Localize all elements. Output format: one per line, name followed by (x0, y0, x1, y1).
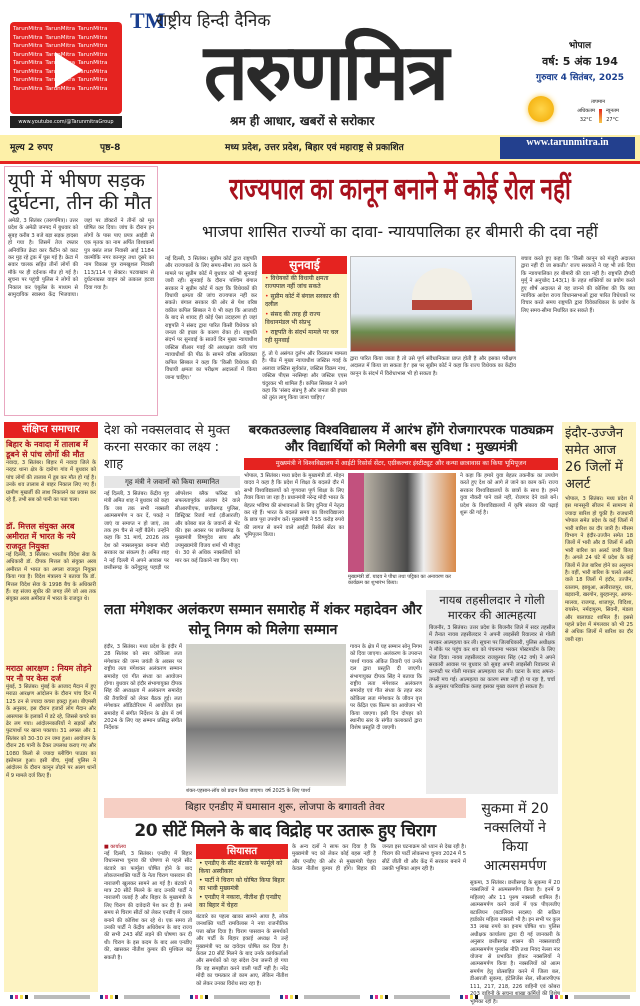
lead-headline: राज्यपाल का कानून बनाने में कोई रोल नहीं (229, 173, 571, 206)
brief-headline: मराठा आरक्षण : नियम तोड़ने पर नौ पर केस दर्ज (6, 664, 92, 683)
briefs-title: संक्षिप्त समाचार (4, 422, 98, 438)
politics-point: • एनडीए ने नकारा, नीतीश ही एनडीए का बिहार में चेहरा (199, 894, 281, 909)
bhoomipoojan-photo (348, 473, 456, 572)
issue-date: गुरुवार 4 सितंबर, 2025 (536, 73, 624, 83)
lata-story (104, 600, 422, 794)
bihar-story (104, 798, 466, 992)
hearing-point: • विधेयकों की विधायी क्षमता राज्यपाल नहीं जांच सकते (262, 274, 347, 292)
shah-story (104, 422, 240, 596)
lead-body-1: नई दिल्ली, 3 सितंबर। सुप्रीम कोर्ट द्वारा राष्ट्रपति और राज्यपालों के लिए समय-सीमा तय करने के मामले पर सुप्रीम कोर्ट में बुधवार को भी सुनवाई जारी रही। सुनवाई के दौरान पश्चिम बंगाल सरकार ने सुप्रीम कोर्ट में कहा कि विधेयकों की विधायी क्षमता की जांच राज्यपाल नहीं कर सकते। बंगाल सरकार की ओर से पेश वरिष्ठ वकील कपिल सिब्बल ने ये भी कहा कि आजादी के बाद से शायद ही कोई ऐसा उदाहरण हो जहां राष्ट्रपति ने संसद द्वारा पारित किसी विधेयक को जनता की इच्छा के कारण रोका हो। राष्ट्रपति संदर्भ पर सुनवाई के सातवें दिन मुख्य न्यायाधीश जस्टिस बीआर गवई की अध्यक्षता वाली पांच न्यायाधीशों की पीठ के सामने वरिष्ठ अधिवक्ता कपिल सिब्बल ने कहा कि 'किसी विधेयक की विधायी क्षमता का परीक्षण अदालतों में किया जाना चाहिए।' (165, 256, 257, 381)
temperature-widget (562, 98, 634, 125)
shah-headline: देश को नक्सलवाद से मुक्त करना सरकार का लक्ष्य : शाह (104, 423, 230, 472)
indore-alert-story (562, 422, 636, 992)
barkatullah-strap: मुख्यमंत्री ने विश्वविद्यालय में आईटी रिसोर्स सेंटर, एग्रीकल्चर इंस्टीट्यूट और कन्या छात्रावास का किया भूमिपूजन (244, 458, 558, 470)
barkatullah-body-2: ने कहा कि हमारे युवा बेहतर तकनीक का उपयोग करते हुए देश को आगे ले जाने का काम करें। राज्य सरकार विश्वविद्यालयों के छात्रों के साथ है। हमने युवा नौकरी पाने वाले नहीं, रोजगार देने वाले बनें। प्रदेश के विश्वविद्यालयों में कृषि संकाय की पढ़ाई शुरू की गई है। (460, 473, 558, 517)
brief-body: नवादा, 3 सितंबर। बिहार में नवादा जिले के नरहट थाना क्षेत्र के दारोगा गांव में बुधवार को पांच लोगों की तालाब में डूब कर मौत हो गई है। उनके शव तालाब से बाहर निकाल लिए गए हैं। ग्रामीण मुखर्जी की लाश निकालने का प्रयास कर रहे हैं, तभी सब को पानी का पता चला। (6, 460, 96, 504)
tm-logo-icon: TM (130, 8, 166, 33)
info-strip (0, 135, 640, 161)
indore-headline: इंदौर-उज्जैन समेत आज 26 जिलों में अलर्ट (565, 426, 624, 492)
barkatullah-headline: बरकतउल्लाह विश्वविद्यालय में आरंभ होंगे रोजगारपरक पाठ्यक्रम और विद्यार्थियों को मिलेगी बस सुविधा : मुख्यमंत्री (248, 423, 554, 455)
issue-number: वर्ष: 5 अंक 194 (542, 55, 618, 68)
byline: ■ कार्यालय (104, 844, 126, 850)
byline-text: कार्यालय (110, 844, 126, 850)
masthead-kicker: राष्ट्रीय हिन्दी दैनिक (156, 11, 271, 31)
lead-body-4: बचाव करते हुए कहा कि 'किसी कानून को मंजूरी अदालत द्वारा नहीं दी जा सकती।' राज्य सरकारों ने यह भी तर्क दिया कि न्यायपालिका हर बीमारी की दवा नहीं है। राष्ट्रपति द्रौपदी मुर्मू ने अनुच्छेद 143(1) के तहत शक्तियों का प्रयोग करते हुए शीर्ष अदालत से यह जानने की कोशिश की कि क्या न्यायिक आदेश राज्य विधानसभाओं द्वारा पारित विधेयकों पर विचार करते समय राष्ट्रपति द्वारा विवेकाधिकार के प्रयोग के लिए समय-सीमा निर्धारित कर सकते हैं। (521, 256, 635, 314)
thermometer-icon (599, 109, 602, 123)
website-link[interactable]: www.tarunmitra.in (500, 137, 635, 159)
point-text: एनडीए ने नकारा, नीतीश ही एनडीए का बिहार में चेहरा (199, 894, 281, 909)
bihar-kicker: बिहार एनडीए में घमासान शुरू, लोजपा के बगावती तेवर (104, 798, 466, 818)
sukma-headline: सुकमा में 20 नक्सलियों ने किया आत्मसमर्पण (481, 801, 549, 874)
lead-subheadline: भाजपा शासित राज्यों का दावा- न्यायपालिका हर बीमारी की दवा नहीं (202, 222, 598, 241)
point-text: एनडीए के सीट बंटवारे के फार्मूले को किया अस्वीकार (199, 860, 283, 875)
bihar-body-1: नई दिल्ली, 3 सितंबर। एनडीए में बिहार विधानसभा चुनाव की घोषणा से पहले सीट बंटवारे का फार्मूला घोषित होने के बाद लोकजनशक्ति पार्टी के नेता चिराग पासवान की नाराजगी खुलकर सामने आ गई है। बंटवारे में मात्र 20 सीटें मिलने के बाद उनकी पार्टी ने नाराजगी जताई है और बिहार के मुख्यमंत्री के लिए चिराग की दावेदारी पेश कर दी है। लम्बे समय से चिराग सीटों को लेकर एनडीए में दबाव बनाने की कोशिश कर रहे थे। एक समय तो उनकी पार्टी ने केंद्रीय अधिवेशन के बाद राज्य की सभी 243 सीटें लड़ने की घोषणा कर दी थी। चिराग के इस कदम के बाद अब एनडीए की, खासकर नीतीश कुमार की मुश्किल बढ़ सकती है। (104, 851, 192, 961)
barkatullah-body-1: भोपाल, 3 सितंबर। मध्य प्रदेश के मुख्यमंत्री डॉ. मोहन यादव ने कहा है कि प्रदेश में शिक्षा के बदलते दौर में सभी विश्वविद्यालयों को गुणवत्ता पूर्ण शिक्षा के लिए तैयार किया जा रहा है। प्रधानमंत्री नरेन्द्र मोदी भारत के बेहतर भविष्य की संभावनाओं के लिए दुनिया में नेतृत्व कर रहे हैं। भारत के बदलते समय का विश्वविद्यालय के छात्र पूरा उपयोग करें। मुख्यमंत्री ने 55 करोड़ रुपये की लागत से बनने वाले आईटी रिसोर्स सेंटर का भूमिपूजन किया। (244, 473, 344, 539)
lata-content (104, 644, 422, 794)
nayab-body: बिजनौर, 3 सितंबर। उत्तर प्रदेश के बिजनौर जिले में सदर तहसील में तैनात नायब तहसीलदार ने अपनी लाइसेंसी रिवाल्वर से गोली मारकर आत्महत्या कर ली। सूचना पर जिलाधिकारी, पुलिस अधीक्षक ने मौके पर पहुंच कर शव को पंचनामा भरकर पोस्टमार्टम के लिए भेज दिया। नायब तहसीलदार राजकुमार सिंह (42 वर्ष) ने अपने सरकारी आवास पर बुधवार को सुबह अपनी लाइसेंसी रिवाल्वर से कनपटी पर गोली मारकर आत्महत्या कर ली। घटना के बाद अफरा-तफरी मच गई। आत्महत्या का कारण स्पष्ट नहीं हो पा रहा है, चर्चा के अनुसार पारिवारिक कलह इसका मुख्य कारण हो सकता है। (429, 625, 555, 691)
temp-max-label: अधिकतम (577, 108, 595, 114)
lata-body-1: इंदौर, 3 सितंबर। मध्य प्रदेश के इंदौर में 28 सितंबर को स्वर कोकिला लता मंगेशकर की जन्म जयंती के अवसर पर राष्ट्रीय लता मंगेशकर अलंकरण सम्मान समारोह एवं गीत संध्या का आयोजन होगा। बुधवार को इंदौर संभागायुक्त दीपक सिंह की अध्यक्षता में अलंकरण समारोह की तैयारियों को लेकर बैठक हुई। लता मंगेशकर ऑडिटोरियम में आयोजित इस समारोह में संगीत निर्देशन के क्षेत्र में वर्ष 2024 के लिए यह सम्मान प्रसिद्ध संगीत निर्देशक (104, 644, 182, 732)
divider (0, 161, 640, 164)
bihar-headline: 20 सीटें मिलने के बाद विद्रोह पर उतारू हुए चिराग (134, 821, 436, 841)
pages: पृष्ठ-8 (100, 143, 121, 153)
hearing-box (262, 256, 347, 348)
brief-headline: बिहार के नवादा में तालाब में डूबने से पांच लोगों की मौत (6, 440, 88, 459)
issue-info (525, 38, 635, 86)
bihar-content (104, 844, 466, 992)
politics-box (196, 844, 288, 912)
politics-box-title: सियासत (196, 844, 288, 859)
barkatullah-content (244, 473, 558, 586)
brief-body: नई दिल्ली, 3 सितंबर। भारतीय विदेश सेवा के अधिकारी डॉ. दीपक मित्तल को संयुक्त अरब अमीरात में भारत का अगला राजदूत नियुक्त किया गया है। विदेश मंत्रालय ने बताया कि डॉ. मित्तल विदेश सेवा के 1998 बैच के अधिकारी हैं। वह संजय सुधीर की जगह लेंगे जो अब तक संयुक्त अरब अमीरात में भारत के राजदूत थे। (6, 552, 96, 603)
hearing-point: • सुप्रीम कोर्ट में बंगाल सरकार की दलील (262, 292, 347, 310)
lata-body-2: गायन के क्षेत्र में यह सम्मान सोनू निगम को दिया जाएगा। अलंकरण के उपरान्त पार्श्व गायक अंकित तिवारी एवं उनके दल द्वारा प्रस्तुति दी जाएगी। संभागायुक्त दीपक सिंह ने बताया कि राष्ट्रीय लता मंगेशकर अलंकरण समारोह एवं गीत संध्या के तहत स्वर कोकिला लता मंगेशकर के जीवन वृत्त पर केंद्रित एक फ़िल्म का आयोजन भी किया जाएगा। इसी दिन दोपहर को स्थानीय स्तर के संगीत कलाकारों द्वारा विशेष प्रस्तुति दी जाएगी। (350, 644, 422, 732)
bihar-col-1 (104, 844, 192, 992)
politics-point: • पार्टी ने चिराग को घोषित किया बिहार का भावी मुख्यमंत्री (199, 877, 285, 892)
sukma-story (470, 800, 560, 1005)
brief-headline: डॉ. मित्तल संयुक्त अरब अमीरात में भारत के नये राजदूत नियुक्त (6, 522, 76, 551)
news-briefs (4, 422, 98, 992)
motto: श्रम ही आधार, खबरों से सरोकार (230, 114, 375, 128)
nayab-tehsildar-story (426, 590, 558, 794)
lead-body-2: हूं, तो ये असंगत दुर्लभ और विरलतम मामला है। पीठ में मुख्य न्यायाधीश जस्टिस गवई के अलावा जस्टिस सूर्यकांत, जस्टिस विक्रम नाथ, जस्टिस पीएस नरसिम्हा और जस्टिस एएस चंदुरकर भी शामिल हैं। कपिल सिब्बल ने आगे कहा कि 'संसद संप्रभु है और जनता की इच्छा को तुरंत लागू किया जाना चाहिए।' (262, 351, 347, 402)
youtube-wall-text: TarunMitra TarunMitra TarunMitra TarunMitra TarunMitra TarunMitra TarunMitra TarunMitra TarunMitra TarunMitra TarunMitra TarunMitra TarunMitra TarunMitra TarunMitra TarunMitra TarunMitra TarunMitra TarunMitra TarunMitra TarunMitra TarunMitra TarunMitra TarunMitra (13, 26, 108, 92)
point-text: पार्टी ने चिराग को घोषित किया बिहार का भावी मुख्यमंत्री (199, 877, 285, 892)
sun-icon (528, 96, 554, 122)
youtube-url[interactable]: www.youtube.com/@TarunmitraGroup (10, 116, 122, 128)
indore-body: भोपाल, 3 सितंबर। मध्य प्रदेश में इस मानसूनी सीजन में सामान्य से ज्यादा बारिश हो चुकी है। राजधानी भोपाल समेत प्रदेश के कई जिलों में भारी बारिश का दौर जारी है। मौसम विभाग ने इंदौर-उज्जैन समेत 18 जिलों में भारी और 8 जिलों में अति भारी बारिश का अलर्ट जारी किया है। अगले 24 घंटे में प्रदेश के कई जिलों में तेज बारिश होने का अनुमान है। वहीं, भारी बारिश के चलते अलर्ट वाले 18 जिलों में इंदौर, उज्जैन, रतलाम, झाबुआ, अलीराजपुर, धार, बड़वानी, खरगोन, बुरहानपुर, आगर-मालवा, राजगढ़, शाजापुर, विदिशा, रायसेन, नर्मदापुरम, सिवनी, मंडला और बालाघाट शामिल हैं। इससे पहले प्रदेश में मंगलवार को भी 25 से अधिक जिलों में बारिश का दौर जारी रहा। (565, 496, 633, 643)
photo-caption: शंकर-एहसान-लॉय को प्रदान किया जाएगा। वर्ष 2025 के लिए पार्श्व (186, 788, 311, 794)
bihar-col-2 (196, 844, 288, 992)
hearing-box-title: सुनवाई (262, 256, 347, 274)
brief-body: मुंबई, 3 सितंबर। मुंबई के आजाद मैदान में हुए मराठा आरक्षण आंदोलन के दौरान पांच दिन में 125 टन से ज्यादा कचरा इकट्ठा हुआ। बीएमसी के अनुसार, इस दौरान हजारों लोग मैदान और आसपास के इलाकों में डटे रहे, जिससे कचरे का ढेर लग गया। आंदोलनकारियों ने सड़कों और फुटपाथों पर खाना पकाया। 31 अगस्त और 1 सितंबर को 30-30 टन जमा हुआ। आयोजन के दौरान 26 पानी के टैंकर उपलब्ध कराए गए और 1080 किलो से ज्यादा ब्लीचिंग पाउडर का इस्तेमाल हुआ। इसी बीच, मुंबई पुलिस ने आंदोलन के दौरान कानून तोड़ने पर अलग थानों में 9 मामले दर्ज किए हैं। (6, 684, 96, 779)
sukma-body: सुकमा, 3 सितंबर। छत्तीसगढ़ के सुकमा में 20 नक्सलियों ने आत्मसमर्पण किया है। इनमें 9 महिलाएं और 11 पुरुष नक्सली शामिल हैं। आत्मसमर्पण करने वालों में एक पीएलजीए बटालियन (बटालियन सदस्य) की सक्रिय हार्डकोर महिला नक्सली भी है। इन सभी पर कुल 33 लाख रुपये का इनाम घोषित था। पुलिस अधीक्षक कार्यालय द्वारा दी गई जानकारी के अनुसार छत्तीसगढ़ शासन की नक्सलवादी आत्मसमर्पण पुनर्वास नीति तथा नियद नेल्ला नार योजना से प्रभावित होकर नक्सलियों ने आत्मसमर्पण किया है। नक्सलियों को आत्म समर्पण हेतु प्रोत्साहित करने में जिला बल, डीआरजी सुकमा, इंटेलिजेंस सेल, सीआरपीएफ 111, 217, 218, 226 वाहिनी एवं कोबरा भूमिका रही है। (470, 880, 560, 1005)
hearing-point: • राष्ट्रपति के संदर्भ मामले पर चल रही सुनवाई (262, 328, 347, 346)
shah-subhead: गृह मंत्री ने जवानों को किया सम्मानित (104, 476, 240, 488)
politics-point: • एनडीए के सीट बंटवारे के फार्मूले को किया अस्वीकार (199, 860, 283, 875)
city: भोपाल (568, 41, 592, 51)
photo-column (186, 644, 346, 794)
nayab-headline: नायब तहसीलदार ने गोली मारकर की आत्महत्या (439, 593, 545, 622)
play-icon[interactable] (55, 52, 83, 88)
temp-max: 32°C (579, 117, 593, 123)
lead-middle-column (262, 256, 347, 416)
photo-caption: मुख्यमंत्री डॉ. यादव ने पौधा तथा पट्टिका का अनावरण कर कार्यक्रम का शुभारंभ किया। (348, 574, 452, 586)
lata-headline: लता मंगेशकर अलंकरण सम्मान समारोह में शंकर महादेवन और सोनू निगम को मिलेगा सम्मान (104, 602, 422, 638)
bihar-body-2: बंटवारे का पहला खाका सामने आया है, लोक जनशक्ति पार्टी रामविलास ने नया राजनीतिक पत्ता खोल दिया है। चिराग पासवान के समर्थकों और पार्टी के बिहार इकाई अध्यक्ष ने उन्हें मुख्यमंत्री पद का दावेदार घोषित कर दिया है। केवल 20 सीटें मिलने के बाद उनके कार्यकर्ताओं और समर्थकों को यह संदेश देना जरूरी हो गया कि वह समझौता करने वाली पार्टी नहीं है। नरेंद्र मोदी का चमत्कार तो काम आए, लेकिन नीतीश को लेकर उनका विरोध सदा रहा है। (196, 914, 288, 987)
meeting-photo (186, 644, 346, 786)
bihar-body-3: के अन्य दलों ने साफ कर दिया है कि मुख्यमंत्री पद को लेकर कोई बहस नहीं है और एनडीए की ओर से मुख्यमंत्री चेहरा केवल नीतीश कुमार ही होंगे। बिहार की जनता इस घटनाक्रम को ध्यान से देख रही है। चिराग की पार्टी लोकसभा चुनाव 2024 में 5 सीटें जीती थी और केंद्र में सरकार बनाने में उसकी भूमिका अहम रही है। (292, 844, 466, 873)
registration-marks (10, 995, 630, 999)
story-headline: यूपी में भीषण सड़क दुर्घटना, तीन की मौत (8, 170, 152, 214)
story-body: अमेठी, 3 सितंबर (तरुणमित्र)। उत्तर प्रदेश के अमेठी जनपद में बुधवार को सुबह करीब 3 बजे बड़ा सड़क हादसा हो गया है। जिसमें तेज रफ्तार अनियंत्रित क्रेटा कार कैंटीन को काट कर मुड़ रहे ट्रक में घुस गई है। क्रेटा में सवार चालक सहित तीनों लोगों की मौके पर ही दर्दनाक मौत हो गई है। सूचना पर पहुंची पुलिस ने लोगों को निकाल कर एंबुलेंस के माध्यम से सामुदायिक स्वास्थ्य केंद्र भिजवाया। जहां पर डॉक्टरों ने तीनों को मृत घोषित कर दिया। जांच के दौरान इन लोगों के पास पाए प्रपत्र आईडी से एक मृतक का नाम अर्पित विश्वकर्मा पुत्र बसंत लाल निवासी आई 1184 वाल्मीकि नगर कानपुर तथा दूसरे का नाम विकास पुत्र रामखुशल निवासी 113/114 ए सेक्टर। पटवाखान से दुर्घटनाग्रस्त वाहन को तत्काल हटवा दिया गया है। (8, 218, 154, 299)
temp-label: तापमान (590, 99, 606, 105)
shah-body: नई दिल्ली, 3 सितंबर। केंद्रीय गृह मंत्री अमित शाह ने बुधवार को कहा कि जब तक सभी नक्सली आत्मसमर्पण न कर दें, पकड़े न जाएं या समाप्त न हो जाएं, तब तक हम चैन से नहीं बैठेंगे। उन्होंने कहा कि 31 मार्च, 2026 तक देश को नक्सलमुक्त बनाना मोदी सरकार का संकल्प है। अमित शाह ने नई दिल्ली में अपने आवास पर छत्तीसगढ़ के कर्रेगुट्टालु पहाड़ी पर ऑपरेशन ब्लैक फॉरेस्ट को सफलतापूर्वक अंजाम देने वाले सीआरपीएफ, छत्तीसगढ़ पुलिस, डिस्ट्रिक्ट रिजर्व गार्ड (डीआरजी) और कोबरा बल के जवानों से भेंट की। इस अवसर पर छत्तीसगढ़ के मुख्यमंत्री विष्णुदेव साय और उपमुख्यमंत्री विजय शर्मा भी मौजूद थे। 30 से अधिक नक्सलियों को मार कर कई ठिकाने नष्ट किए गए। (104, 491, 240, 572)
newspaper-name: तरुणमित्र (203, 28, 447, 118)
up-accident-story (4, 166, 158, 416)
editions: मध्य प्रदेश, उत्तर प्रदेश, बिहार एवं महाराष्ट्र से प्रकाशित (225, 143, 404, 153)
lead-body-3: द्वारा पारित किया जाता है तो उसे पूर्ण संवैधानिकता प्राप्त होती है और इसका परीक्षण अदालत में किया जा सकता है।' इस पर सुप्रीम कोर्ट ने कहा कि राज्य विधेयक का केंद्रीय कानून के संदर्भ में विरोधाभास भी हो सकता है। (350, 356, 516, 377)
temp-min-label: न्यूनतम (605, 108, 619, 114)
temp-min: 27°C (606, 117, 619, 123)
photo-column (348, 473, 456, 586)
barkatullah-story (244, 422, 558, 586)
price: मूल्य 2 रुपए (10, 143, 53, 153)
hearing-point: • संसद की तरह ही राज्य विधानमंडल भी संप्रभु (262, 310, 347, 328)
